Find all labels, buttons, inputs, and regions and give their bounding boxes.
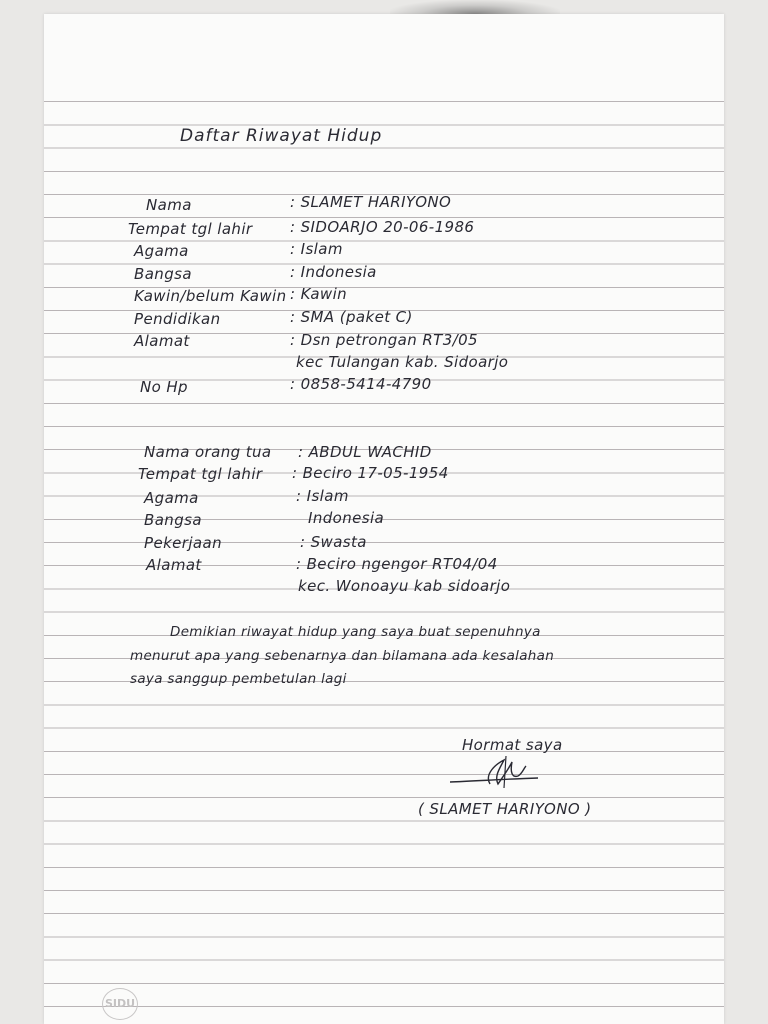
parent-label-nationality: Bangsa bbox=[144, 511, 202, 529]
stamp-text: SIDU bbox=[104, 997, 136, 1010]
self-value-birth: : SIDOARJO 20-06-1986 bbox=[290, 218, 475, 236]
parent-value-nationality: Indonesia bbox=[308, 509, 385, 527]
self-label-birth: Tempat tgl lahir bbox=[128, 220, 253, 238]
paper-header-margin bbox=[44, 14, 724, 80]
self-value-phone: : 0858-5414-4790 bbox=[290, 375, 432, 393]
self-label-religion: Agama bbox=[134, 242, 189, 260]
self-value-education: : SMA (paket C) bbox=[290, 308, 413, 326]
self-value-nationality: : Indonesia bbox=[290, 263, 377, 281]
signature-greeting: Hormat saya bbox=[462, 736, 563, 754]
self-value-religion: : Islam bbox=[290, 240, 343, 258]
closing-line-2: menurut apa yang sebenarnya dan bilamana ada kesalahan bbox=[130, 648, 555, 664]
self-label-education: Pendidikan bbox=[134, 310, 221, 328]
parent-label-birth: Tempat tgl lahir bbox=[138, 465, 263, 483]
parent-label-address: Alamat bbox=[146, 556, 202, 574]
self-label-nationality: Bangsa bbox=[134, 265, 192, 283]
self-value-name: : SLAMET HARIYONO bbox=[290, 193, 452, 211]
handwritten-signature bbox=[446, 748, 546, 796]
self-value-address-line2: kec Tulangan kab. Sidoarjo bbox=[296, 353, 509, 371]
closing-line-1: Demikian riwayat hidup yang saya buat sepenuhnya bbox=[170, 624, 541, 640]
parent-value-birth: : Beciro 17-05-1954 bbox=[292, 464, 449, 482]
parent-label-name: Nama orang tua bbox=[144, 443, 272, 461]
parent-value-address-line2: kec. Wonoayu kab sidoarjo bbox=[298, 577, 511, 595]
parent-value-religion: : Islam bbox=[296, 487, 349, 505]
self-value-address: : Dsn petrongan RT3/05 bbox=[290, 331, 479, 349]
paper-brand-stamp bbox=[102, 988, 138, 1020]
self-label-marital: Kawin/belum Kawin bbox=[134, 287, 287, 305]
self-label-address: Alamat bbox=[134, 332, 190, 350]
parent-value-name: : ABDUL WACHID bbox=[298, 443, 432, 461]
document-title: Daftar Riwayat Hidup bbox=[180, 126, 383, 146]
parent-value-occupation: : Swasta bbox=[300, 533, 367, 551]
parent-value-address: : Beciro ngengor RT04/04 bbox=[296, 555, 498, 573]
parent-label-occupation: Pekerjaan bbox=[144, 534, 223, 552]
closing-line-3: saya sanggup pembetulan lagi bbox=[130, 671, 347, 687]
self-label-name: Nama bbox=[146, 196, 192, 214]
self-value-marital: : Kawin bbox=[290, 285, 348, 303]
signature-name: ( SLAMET HARIYONO ) bbox=[418, 800, 592, 818]
self-label-phone: No Hp bbox=[140, 378, 188, 396]
parent-label-religion: Agama bbox=[144, 489, 199, 507]
